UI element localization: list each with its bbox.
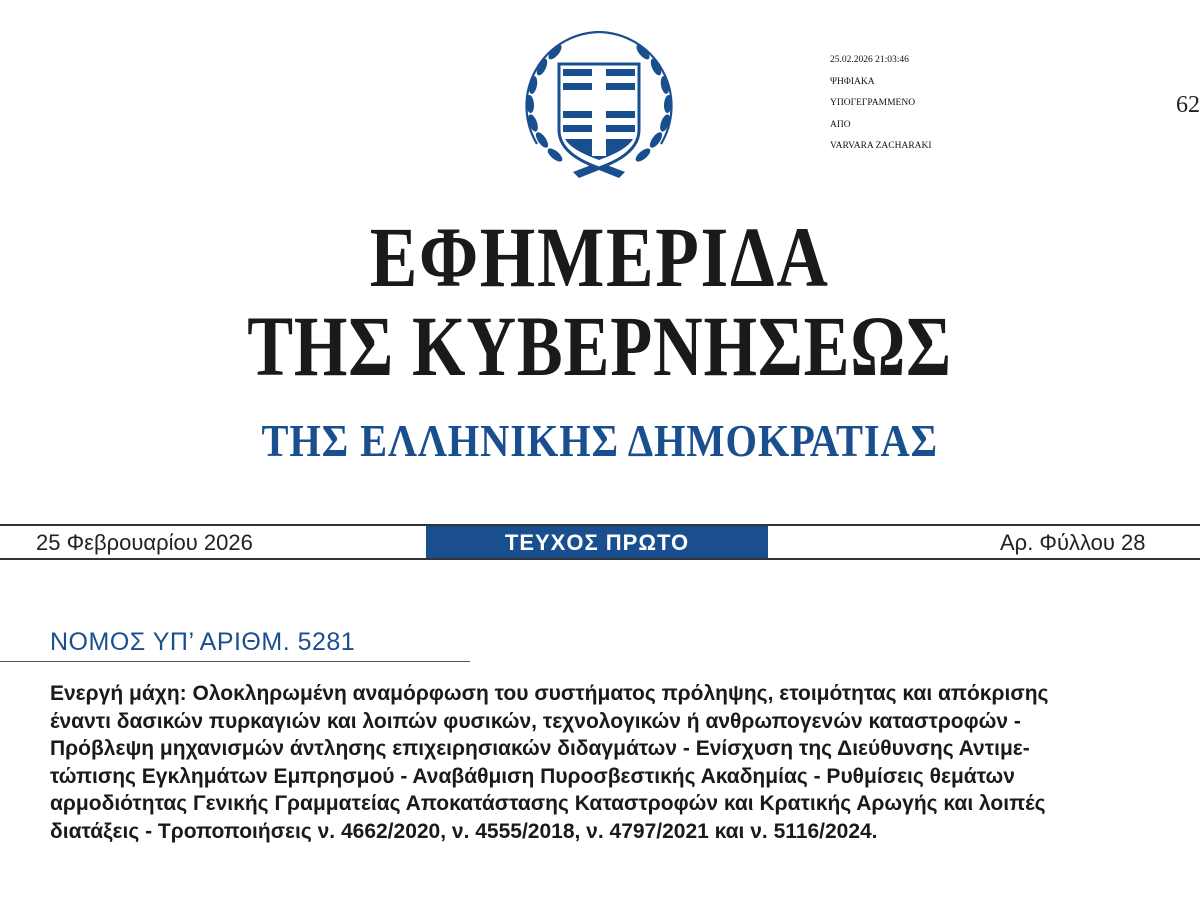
gazette-title-line-2: ΤΗΣ ΚΥΒΕΡΝΗΣΕΩΣ bbox=[247, 298, 952, 394]
signature-line: ΨΗΦΙΑΚΑ bbox=[830, 76, 875, 87]
issue-date: 25 Φεβρουαρίου 2026 bbox=[36, 530, 253, 555]
issue-series-badge: ΤΕΥΧΟΣ ΠΡΩΤΟ bbox=[426, 526, 768, 558]
signature-timestamp: 25.02.2026 21:03:46 bbox=[830, 55, 909, 65]
signature-name: VARVARA ZACHARAKI bbox=[830, 141, 932, 151]
law-summary-line: έναντι δασικών πυρκαγιών και λοιπών φυσικών, τεχνολογικών ή ανθρωπογενών καταστροφών - bbox=[50, 709, 1021, 733]
law-summary-line: διατάξεις - Τροποποιήσεις ν. 4662/2020, ν. 4555/2018, ν. 4797/2021 και ν. 5116/2024. bbox=[50, 819, 878, 843]
law-title: ΝΟΜΟΣ ΥΠ’ ΑΡΙΘΜ. 5281 bbox=[50, 628, 356, 656]
law-summary-line: Πρόβλεψη μηχανισμών άντλησης επιχειρησιακών διδαγμάτων - Ενίσχυση της Διεύθυνσης Αντιμε- bbox=[50, 737, 1030, 760]
sheet-number: Αρ. Φύλλου 28 bbox=[1000, 530, 1146, 555]
gazette-title-line-1: ΕΦΗΜΕΡΙΔΑ bbox=[369, 209, 830, 305]
law-summary-line: αρμοδιότητας Γενικής Γραμματείας Αποκατάστασης Καταστροφών και Κρατικής Αρωγής και λοιπές bbox=[50, 792, 1046, 815]
page-number: 62 bbox=[1176, 92, 1200, 118]
signature-line: ΥΠΟΓΕΓΡΑΜΜΕΝΟ bbox=[830, 98, 916, 108]
law-title-underline bbox=[0, 661, 470, 662]
signature-line: ΑΠΟ bbox=[830, 119, 851, 130]
law-summary-line: τώπισης Εγκλημάτων Εμπρησμού - Αναβάθμιση Πυροσβεστικής Ακαδημίας - Ρυθμίσεις θεμάτων bbox=[50, 764, 1015, 788]
digital-signature-block bbox=[830, 50, 932, 158]
law-summary-line: Ενεργή μάχη: Ολοκληρωμένη αναμόρφωση του συστήματος πρόληψης, ετοιμότητας και απόκρισης bbox=[50, 682, 1049, 705]
band-bottom-rule bbox=[0, 558, 1200, 560]
greek-coat-of-arms-icon bbox=[515, 22, 683, 190]
gazette-subtitle: ΤΗΣ ΕΛΛΗΝΙΚΗΣ ΔΗΜΟΚΡΑΤΙΑΣ bbox=[261, 415, 938, 466]
law-summary bbox=[50, 680, 1200, 845]
